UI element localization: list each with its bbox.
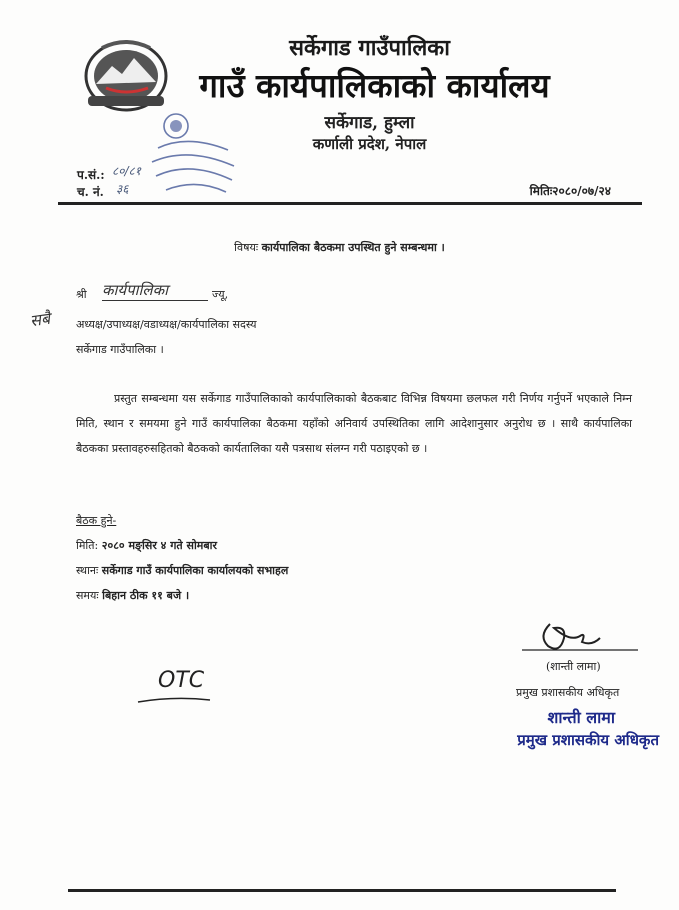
otc-annotation: OTC <box>158 668 205 693</box>
recipient-line-1: अध्यक्ष/उपाध्यक्ष/वडाध्यक्ष/कार्यपालिका सदस्य <box>76 318 257 331</box>
stamp-name: शान्ती लामा <box>547 708 615 727</box>
cn-label: च. नं. <box>77 185 104 199</box>
signatory-name: (शान्ती लामा) <box>546 660 601 673</box>
meeting-heading: बैठक हुने- <box>76 514 117 527</box>
address-line-2: कर्णाली प्रदेश, नेपाल <box>312 135 427 153</box>
meeting-time <box>76 589 189 602</box>
body-paragraph-text: प्रस्तुत सम्बन्धमा यस सर्केगाड गाउँपालिकाको कार्यपालिकाको बैठकबाट विभिन्न विषयमा छलफल गरी निर्णय गर्नुपर्ने भएकाले निम्न मिति, स्थान र समयमा हुने गाउँ कार्यपालिका बैठकमा यहाँको अनिवार्य उपस्थितिका लागि आदेशानुसार अनुरोध छ । साथै कार्यपालिका बैठकका प्रस्तावहरुसहितको बैठकको कार्यतालिका यसै पत्रसाथ संलग्न गरी पठाइएको छ । <box>76 392 632 455</box>
body-paragraph <box>76 386 632 461</box>
recipient-handwritten: कार्यपालिका <box>102 280 208 301</box>
subject-line <box>0 240 679 255</box>
subject-label: विषयः <box>234 241 259 254</box>
meeting-place-label: स्थानः <box>76 564 99 577</box>
recipient-prefix: श्री <box>76 288 87 301</box>
header-divider <box>58 202 642 205</box>
recipient-suffix: ज्यू, <box>212 288 229 301</box>
margin-note: सबै <box>28 308 52 331</box>
meeting-date-label: मिति: <box>76 539 99 552</box>
signatory-title-typed: प्रमुख प्रशासकीय अधिकृत <box>516 686 620 699</box>
meeting-date-value: २०८० मङ्सिर ४ गते सोमबार <box>101 539 218 552</box>
office-title: गाउँ कार्यपालिकाको कार्यालय <box>199 66 550 105</box>
subject-text: कार्यपालिका बैठकमा उपस्थित हुने सम्बन्धमा । <box>261 241 445 254</box>
meeting-place-value: सर्केगाड गाउँ कार्यपालिका कार्यालयको सभाहल <box>101 564 289 577</box>
meeting-time-label: समयः <box>76 589 99 602</box>
letter-date: मितिः२०८०/०७/२४ <box>529 184 611 198</box>
meeting-place <box>76 564 288 577</box>
ps-label: प.सं.: <box>77 168 105 182</box>
cn-value: ३६ <box>116 182 129 196</box>
address-line-1: सर्केगाड, हुम्ला <box>324 113 415 133</box>
meeting-date <box>76 539 217 552</box>
office-stamp-icon <box>148 104 238 196</box>
office-name: सर्केगाड गाउँपालिका <box>289 35 450 61</box>
meeting-time-value: बिहान ठीक ११ बजे । <box>102 589 190 602</box>
ps-value: ८०/८१ <box>112 164 142 178</box>
recipient-line-2: सर्केगाड गाउँपालिका । <box>76 343 164 356</box>
footer-divider <box>68 889 616 892</box>
otc-underline-icon <box>136 694 212 706</box>
stamp-title: प्रमुख प्रशासकीय अधिकृत <box>517 731 659 749</box>
signature-icon <box>520 616 640 660</box>
